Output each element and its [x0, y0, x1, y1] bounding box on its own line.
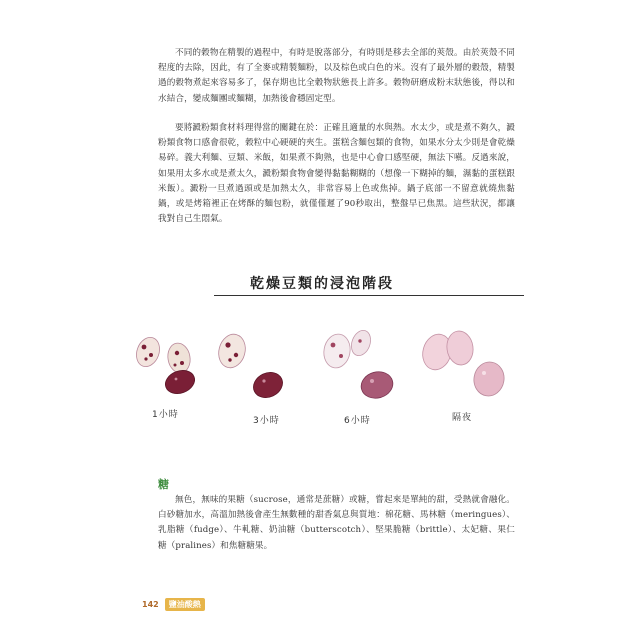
bean-speckled: [215, 331, 249, 371]
bean-group-3-hours: [215, 331, 287, 402]
page-number: 142: [142, 600, 159, 609]
bean-speckle: [358, 339, 361, 342]
bean-speckled: [133, 334, 164, 370]
bean-group-1-hour: [133, 334, 198, 397]
bean-speckle: [234, 353, 238, 357]
paragraph-starch-cooking: 要將澱粉類食材料理得當的關鍵在於：正確且適量的水與熱。水太少，或是煮不夠久，澱粉類食物口感會很乾，穀粒中心硬硬的夾生。蛋糕含麵包類的食物，如果水分太少則是會乾燥易碎。義大利麵、豆類、米飯，如果煮不夠熟，也是中心會口感堅硬，無法下嚥。反過來說，如果用太多水或是煮太久，澱粉類食物會變得黏黏糊糊的（想像一下糊掉的麵，濕黏的蛋糕跟米飯）。澱粉一旦煮過頭或是加熱太久，非常容易上色或焦掉。鍋子底部一不留意就燒焦黏鍋，或是烤箱裡正在烤酥的麵包粉，就僅僅遲了90秒取出，整盤早已焦黑。這些狀況，都讓我對自己生悶氣。: [158, 123, 515, 225]
book-brand-label: 鹽油酸熱: [165, 598, 205, 611]
label-6-hours: 6小時: [344, 416, 371, 426]
bean-highlight: [262, 379, 265, 382]
bean-speckle: [228, 358, 231, 361]
bean-soaking-illustration: [122, 255, 522, 455]
bean-purple: [358, 368, 396, 401]
bean-speckle: [331, 343, 336, 348]
page-footer: [142, 598, 205, 611]
label-3-hours: 3小時: [253, 416, 280, 426]
bean-group-overnight: [419, 329, 507, 398]
bean-speckle: [225, 342, 230, 347]
bean-speckle: [174, 364, 177, 367]
bean-highlight: [482, 371, 486, 375]
bean-group-6-hours: [321, 328, 396, 402]
bean-speckled: [348, 328, 374, 359]
bean-speckle: [175, 351, 179, 355]
bean-speckle: [180, 361, 184, 365]
bean-pink: [471, 360, 506, 399]
bean-speckled: [321, 332, 353, 370]
bean-speckle: [144, 357, 147, 360]
bean-pink: [445, 329, 475, 366]
bean-highlight: [175, 378, 178, 381]
label-1-hour: 1小時: [152, 410, 179, 420]
bean-speckle: [149, 353, 153, 357]
figure-title: 乾燥豆類的浸泡階段: [250, 276, 394, 292]
bean-speckle: [142, 345, 147, 350]
label-overnight: 隔夜: [452, 413, 473, 423]
bean-dark: [249, 368, 286, 402]
bean-dark: [162, 367, 198, 398]
bean-speckled: [166, 341, 193, 374]
section-heading-sugar: 糖: [158, 478, 169, 491]
bean-speckle: [339, 354, 343, 358]
bean-highlight: [370, 379, 374, 383]
paragraph-sugar: 無色，無味的果糖（sucrose，通常是蔗糖）或糖，嘗起來是單純的甜，受熱就會融化。白砂糖加水，高溫加熱後會產生無數種的甜香氣息與質地：棉花糖、馬林糖（meringues）、乳脂糖（fudge）、牛軋糖、奶油糖（butterscotch）、堅果脆糖（brittle）、太妃糖、果仁糖（pralines）和焦糖糖果。: [158, 495, 515, 551]
paragraph-grains: 不同的穀物在精製的過程中，有時是脫落部分，有時則是移去全部的莢殼。由於莢殼不同程度的去除，因此，有了全麥或精製麵粉，以及棕色或白色的米。沒有了最外層的穀殼，精製過的穀物煮起來容易多了，保存期也比全穀物狀態長上許多。穀物研磨成粉末狀態後，得以和水結合，變成麵團或麵糊，加熱後會穩固定型。: [158, 48, 515, 104]
bean-drawings: [122, 255, 522, 455]
